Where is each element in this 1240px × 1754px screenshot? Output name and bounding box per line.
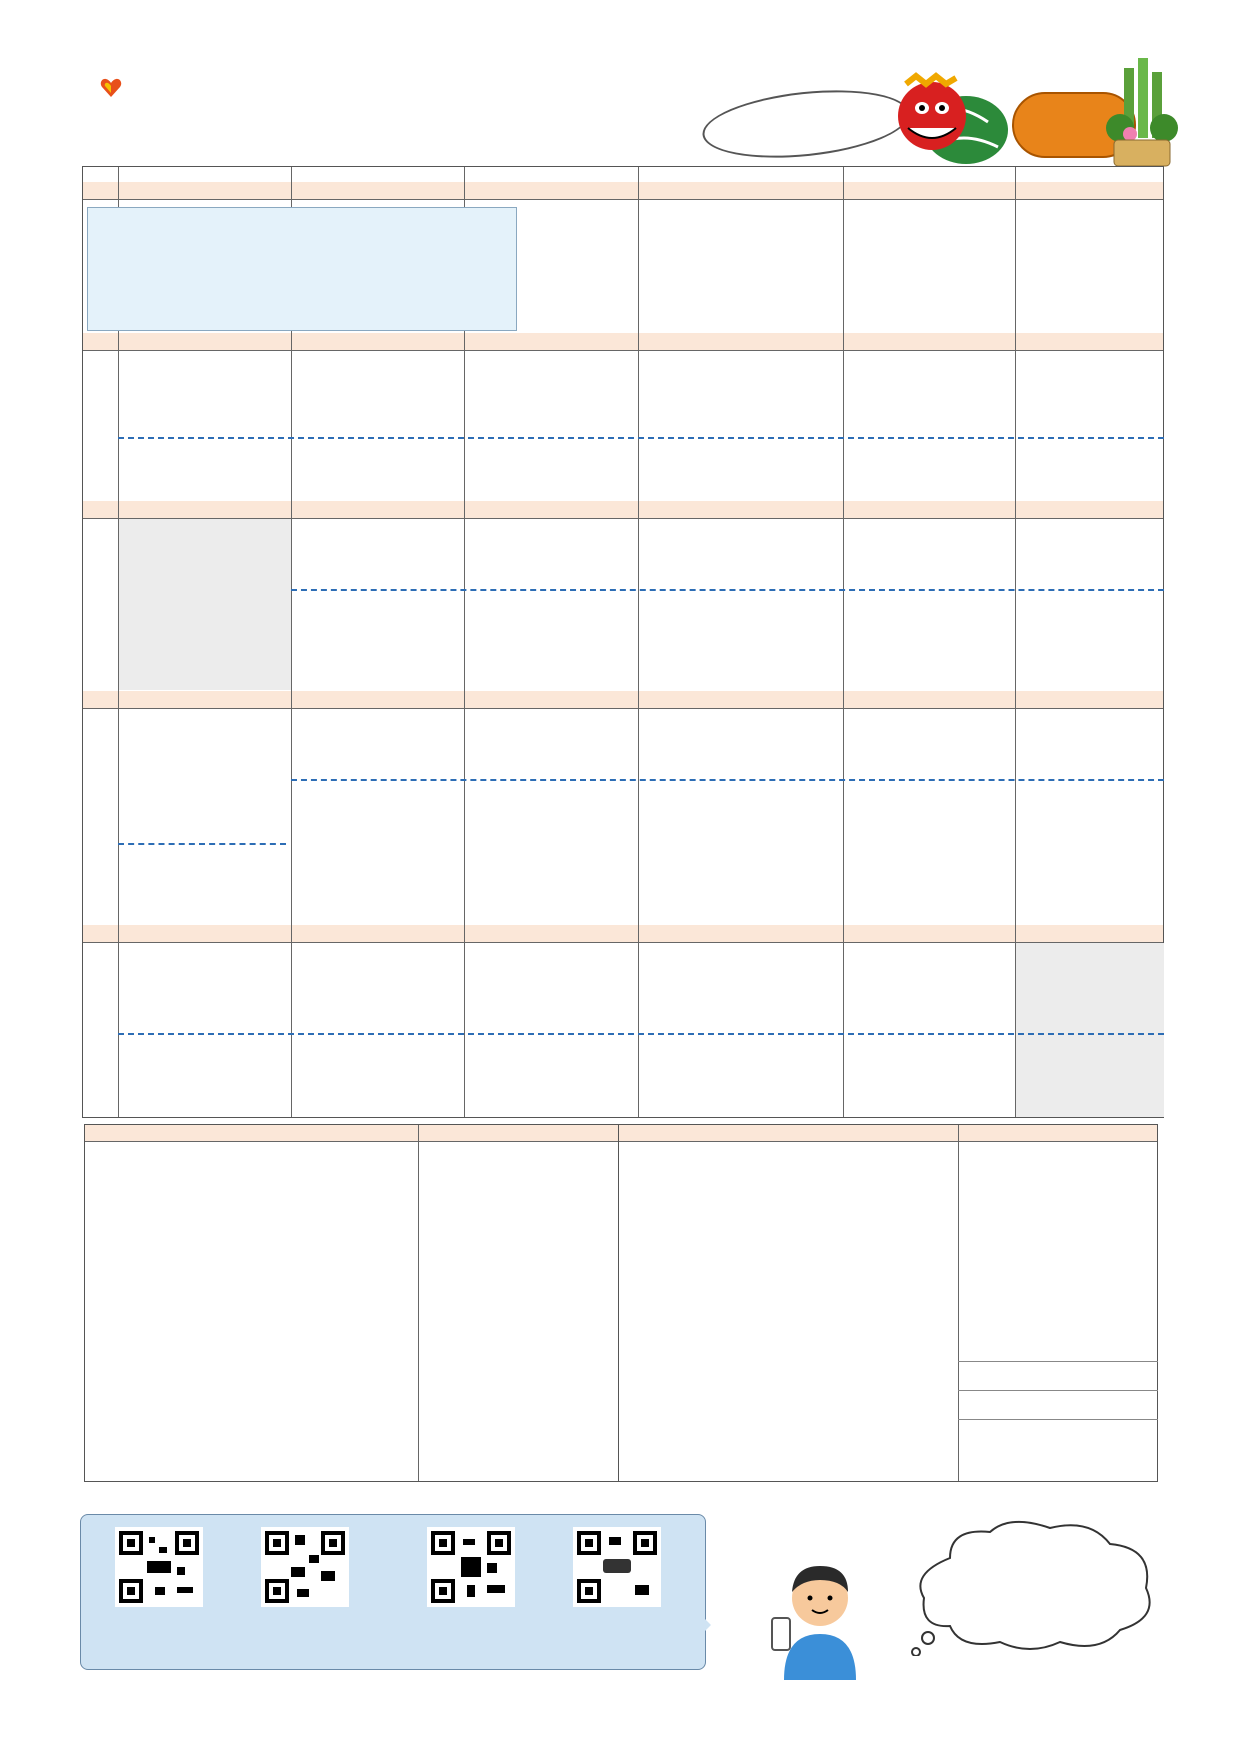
org-name xyxy=(100,78,128,98)
fee-table xyxy=(84,1124,1158,1482)
speech-cloud-icon xyxy=(910,1518,1160,1656)
qr-mail-icon[interactable] xyxy=(261,1527,349,1607)
qr-instagram-icon[interactable] xyxy=(427,1527,515,1607)
shishimai-icon xyxy=(888,72,1010,168)
person-phone-icon xyxy=(770,1540,870,1680)
qr-homepage-icon[interactable] xyxy=(115,1527,203,1607)
qr-line-icon[interactable] xyxy=(573,1527,661,1607)
calendar-grid xyxy=(82,166,1164,1118)
qr-panel xyxy=(80,1514,706,1670)
kadomatsu-icon xyxy=(1106,58,1178,168)
contact-box xyxy=(87,207,517,331)
visit-bubble xyxy=(699,81,913,166)
heart-logo-icon xyxy=(100,78,122,98)
